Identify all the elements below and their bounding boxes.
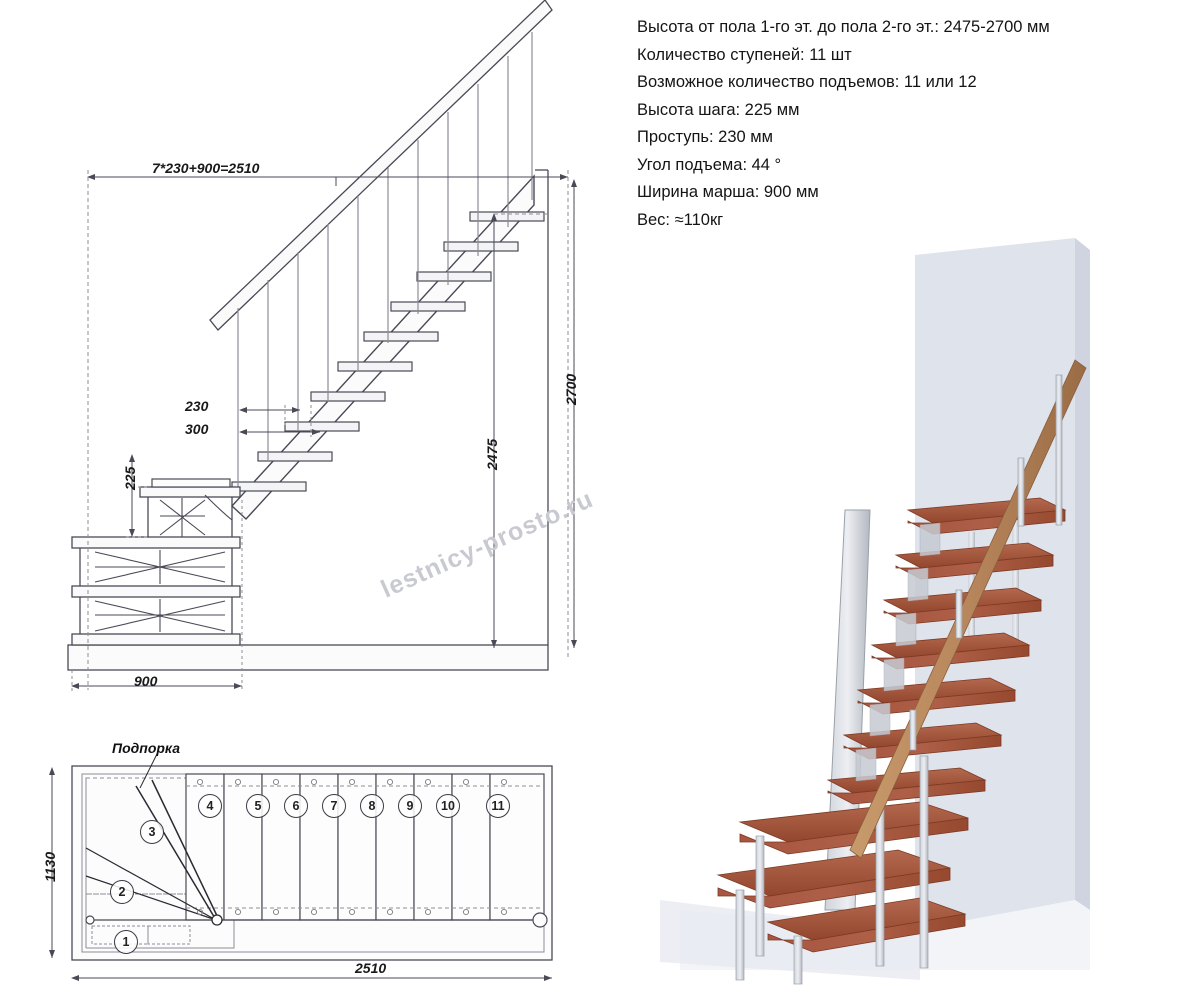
spec-line: Возможное количество подъемов: 11 или 12: [637, 73, 977, 91]
dim-2475-label: 2475: [484, 438, 500, 470]
watermark: lestnicy-prosto.ru: [376, 484, 598, 604]
step-number: 4: [198, 794, 222, 818]
dim-225-label: 225: [122, 466, 138, 490]
spec-line: Высота шага: 225 мм: [637, 100, 800, 119]
step-number: 1: [114, 930, 138, 954]
step-number: 9: [398, 794, 422, 818]
dim-2510-label: 2510: [355, 960, 387, 976]
spec-line: Ширина марша: 900 мм: [637, 183, 819, 201]
dim-230-label: 230: [185, 398, 209, 414]
step-number: 7: [322, 794, 346, 818]
spec-line: Проступь: 230 мм: [637, 128, 773, 146]
spec-line: Вес: ≈110кг: [637, 210, 724, 229]
spec-line: Угол подъема: 44 °: [637, 155, 782, 174]
step-number: 6: [284, 794, 308, 818]
dim-900-label: 900: [134, 673, 158, 689]
step-number: 10: [436, 794, 460, 818]
spec-line: Количество ступеней: 11 шт: [637, 45, 852, 64]
step-number: 5: [246, 794, 270, 818]
step-number: 2: [110, 880, 134, 904]
spec-line: Высота от пола 1-го эт. до пола 2-го эт.: 2475-2700 мм: [637, 18, 1050, 36]
step-number: 11: [486, 794, 510, 818]
dim-2700-label: 2700: [563, 373, 579, 405]
elevation-drawing: [0, 0, 620, 730]
step-number: 3: [140, 820, 164, 844]
plan-drawing: [0, 730, 620, 993]
step-number: 8: [360, 794, 384, 818]
support-label: Подпорка: [112, 740, 180, 756]
dim-300-label: 300: [185, 421, 209, 437]
dim-1130-label: 1130: [42, 851, 58, 882]
specification-list: [637, 14, 1177, 234]
dim-top-label: 7*230+900=2510: [152, 160, 260, 176]
stair-3d-render: [620, 210, 1191, 993]
